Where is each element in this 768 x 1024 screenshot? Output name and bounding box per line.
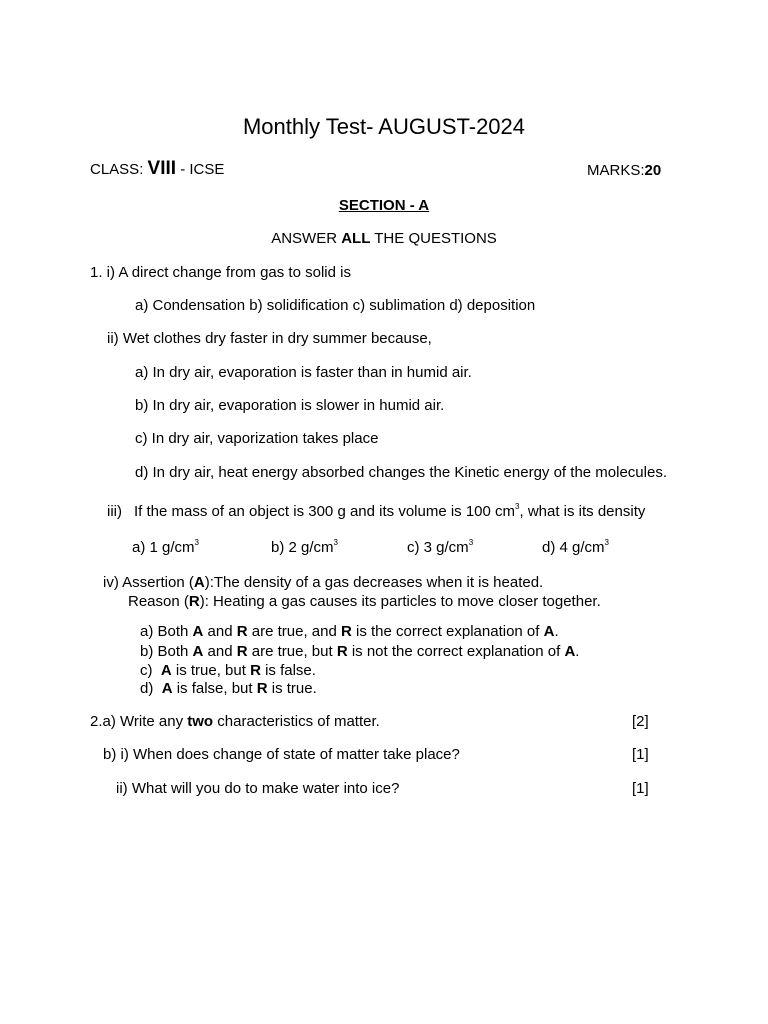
q1-iii-option-b bbox=[271, 539, 338, 557]
t: a) Both bbox=[140, 623, 193, 640]
t: is true, but bbox=[171, 662, 251, 679]
q1-ii-text: ii) Wet clothes dry faster in dry summer because, bbox=[107, 330, 432, 347]
t: A bbox=[543, 623, 555, 640]
t: are true, but bbox=[247, 643, 337, 660]
q2-b-i-text: b) i) When does change of state of matter take place? bbox=[103, 746, 460, 763]
option-sup: 3 bbox=[333, 538, 338, 547]
t: R bbox=[256, 680, 268, 697]
q2-a-text bbox=[90, 713, 380, 731]
q1-iii-text bbox=[134, 503, 645, 521]
option-sup: 3 bbox=[604, 538, 609, 547]
q2-b-ii-marks: [1] bbox=[632, 780, 649, 797]
reason-letter: R bbox=[188, 593, 200, 610]
q1-iv-option-c bbox=[140, 662, 316, 680]
t: is not the correct explanation of bbox=[347, 643, 565, 660]
q1-iii-sup: 3 bbox=[515, 502, 520, 511]
t: b) Both bbox=[140, 643, 193, 660]
q1-iii-text-post: , what is its density bbox=[519, 503, 646, 520]
marks-label: MARKS: bbox=[587, 162, 645, 179]
q1-iii-text-pre: If the mass of an object is 300 g and its volume is 100 cm bbox=[134, 503, 516, 520]
reason-post: ): Heating a gas causes its particles to move closer together. bbox=[199, 593, 601, 610]
t: A bbox=[564, 643, 576, 660]
assertion-pre: iv) Assertion ( bbox=[103, 574, 194, 591]
class-info bbox=[90, 160, 224, 179]
q2-b-i-marks: [1] bbox=[632, 746, 649, 763]
option-sup: 3 bbox=[194, 538, 199, 547]
q1-ii-option-d: d) In dry air, heat energy absorbed changes the Kinetic energy of the molecules. bbox=[135, 464, 667, 481]
class-value: VIII bbox=[147, 158, 177, 179]
instruction-post: THE QUESTIONS bbox=[370, 230, 497, 247]
q2-a-marks: [2] bbox=[632, 713, 649, 730]
q1-i-text: 1. i) A direct change from gas to solid is bbox=[90, 264, 351, 281]
reason-pre: Reason ( bbox=[128, 593, 189, 610]
q1-iv-assertion bbox=[103, 574, 543, 592]
q1-iv-option-d bbox=[140, 680, 317, 698]
t: is true. bbox=[267, 680, 317, 697]
t: R bbox=[236, 623, 248, 640]
q1-iii-option-d bbox=[542, 539, 609, 557]
t: and bbox=[203, 623, 237, 640]
t: A bbox=[160, 662, 172, 679]
t: is false. bbox=[260, 662, 316, 679]
q1-ii-option-b: b) In dry air, evaporation is slower in humid air. bbox=[135, 397, 445, 414]
t: is false, but bbox=[172, 680, 257, 697]
option-label: d) 4 g/cm bbox=[542, 539, 605, 556]
marks-value: 20 bbox=[644, 162, 662, 179]
class-label: CLASS: bbox=[90, 161, 148, 178]
q1-iv-option-b bbox=[140, 643, 579, 661]
t: A bbox=[161, 680, 173, 697]
section-heading bbox=[0, 197, 768, 215]
class-suffix: - ICSE bbox=[176, 161, 225, 178]
q1-iv-reason bbox=[128, 593, 601, 611]
q1-iii-option-c bbox=[407, 539, 473, 557]
assertion-letter: A bbox=[193, 574, 205, 591]
q1-iii-option-a bbox=[132, 539, 199, 557]
option-label: b) 2 g/cm bbox=[271, 539, 334, 556]
page-title: Monthly Test- AUGUST-2024 bbox=[242, 114, 526, 139]
t: A bbox=[192, 643, 204, 660]
q1-ii-option-a: a) In dry air, evaporation is faster than in humid air. bbox=[135, 364, 472, 381]
q1-iv-option-a bbox=[140, 623, 559, 641]
instruction-bold: ALL bbox=[341, 230, 371, 247]
t: R bbox=[250, 662, 261, 679]
t: . bbox=[554, 623, 559, 640]
q2a-bold: two bbox=[187, 713, 214, 730]
option-label: c) 3 g/cm bbox=[407, 539, 469, 556]
section-instruction bbox=[0, 230, 768, 248]
q1-ii-option-c: c) In dry air, vaporization takes place bbox=[135, 430, 379, 447]
q2a-post: characteristics of matter. bbox=[213, 713, 380, 730]
t: R bbox=[336, 643, 348, 660]
t: and bbox=[203, 643, 237, 660]
assertion-post: ):The density of a gas decreases when it is heated. bbox=[204, 574, 544, 591]
q2a-pre: 2.a) Write any bbox=[90, 713, 188, 730]
t: are true, and bbox=[247, 623, 341, 640]
t: A bbox=[192, 623, 204, 640]
section-heading-text: SECTION - A bbox=[338, 197, 430, 214]
t: d) bbox=[140, 680, 162, 697]
t: is the correct explanation of bbox=[351, 623, 544, 640]
t: R bbox=[341, 623, 352, 640]
t: . bbox=[575, 643, 580, 660]
instruction-pre: ANSWER bbox=[271, 230, 342, 247]
q1-iii-number: iii) bbox=[107, 503, 122, 520]
option-label: a) 1 g/cm bbox=[132, 539, 195, 556]
q2-b-ii-text: ii) What will you do to make water into ice? bbox=[116, 780, 400, 797]
marks-info bbox=[587, 162, 661, 180]
t: c) bbox=[140, 662, 161, 679]
q1-i-options: a) Condensation b) solidification c) sublimation d) deposition bbox=[135, 297, 536, 314]
option-sup: 3 bbox=[468, 538, 474, 547]
t: R bbox=[236, 643, 248, 660]
